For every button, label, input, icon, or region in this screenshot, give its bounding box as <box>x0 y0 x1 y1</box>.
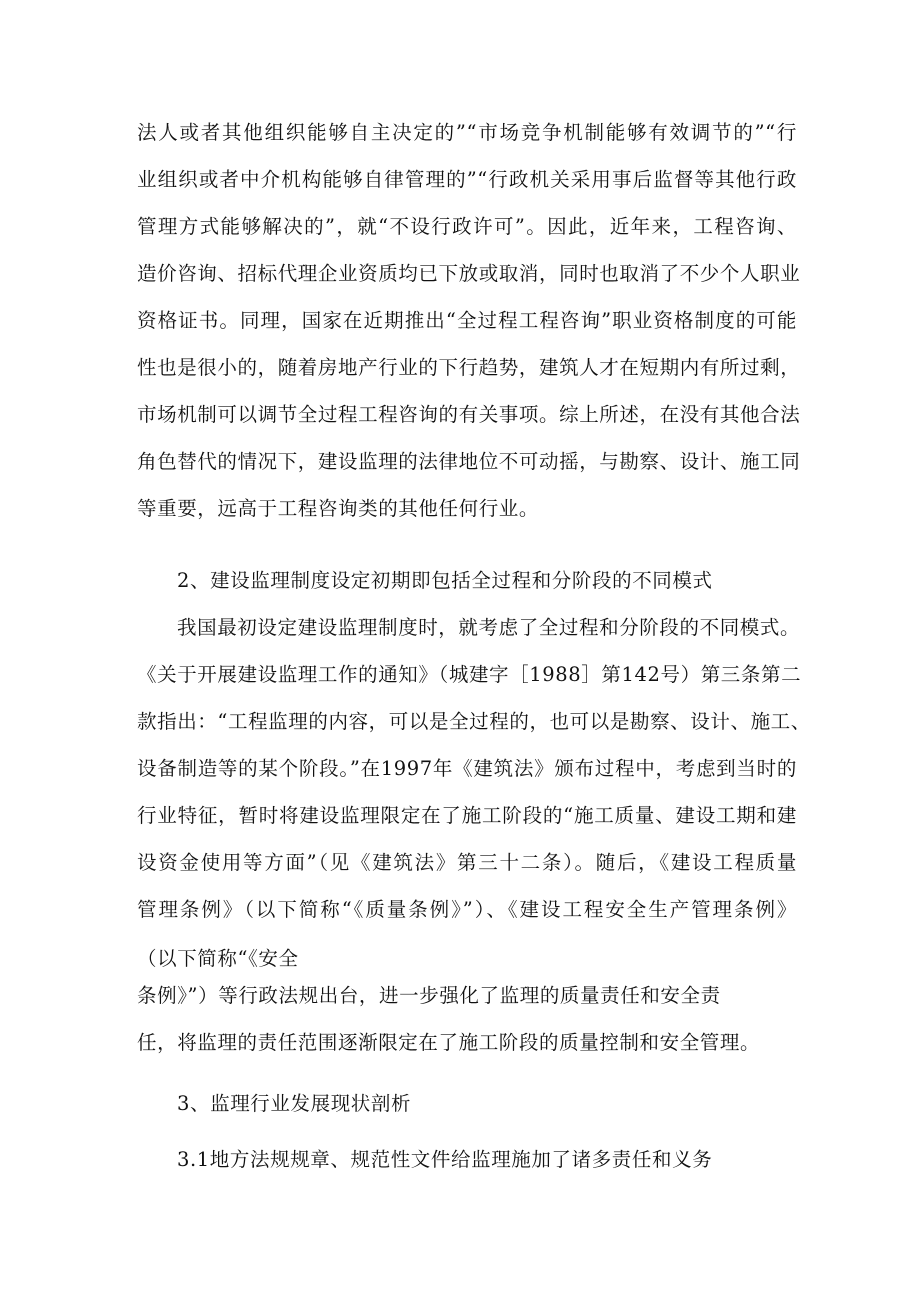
paragraph-1-line-5: 资格证书。同理，国家在近期推出“全过程工程咨询”职业资格制度的可能 <box>137 309 797 332</box>
paragraph-2-line-1: 我国最初设定建设监理制度时，就考虑了全过程和分阶段的不同模式。 <box>177 616 801 639</box>
paragraph-1-line-8: 角色替代的情况下，建设监理的法律地位不可动摇，与勘察、设计、施工同 <box>137 450 801 473</box>
paragraph-1-line-3: 管理方式能够解决的”，就“不设行政许可”。因此，近年来，工程咨询、 <box>137 215 797 238</box>
paragraph-2-line-10: 任，将监理的责任范围逐渐限定在了施工阶段的质量控制和安全管理。 <box>137 1031 761 1054</box>
paragraph-1-line-2: 业组织或者中介机构能够自律管理的”“行政机关采用事后监督等其他行政 <box>137 168 797 191</box>
paragraph-2-line-7: 管理条例》（以下简称“《质量条例》”）、《建设工程安全生产管理条例》 <box>137 898 797 921</box>
paragraph-2-line-6: 设资金使用等方面”（见《建筑法》第三十二条）。随后，《建设工程质量 <box>137 851 797 874</box>
paragraph-2-line-8: （以下简称“《安全 <box>137 947 299 970</box>
section-heading-2: 2、建设监理制度设定初期即包括全过程和分阶段的不同模式 <box>177 569 713 592</box>
paragraph-1-line-4: 造价咨询、招标代理企业资质均已下放或取消，同时也取消了不少个人职业 <box>137 262 801 285</box>
section-heading-3-1: 3.1地方法规规章、规范性文件给监理施加了诸多责任和义务 <box>177 1148 713 1171</box>
paragraph-2-line-3: 款指出：“工程监理的内容，可以是全过程的，也可以是勘察、设计、施工、 <box>137 710 811 733</box>
section-heading-3: 3、监理行业发展现状剖析 <box>177 1092 412 1115</box>
paragraph-2-line-2: 《关于开展建设监理工作的通知》（城建字［1988］第142号）第三条第二 <box>137 663 802 686</box>
paragraph-1-line-7: 市场机制可以调节全过程工程咨询的有关事项。综上所述，在没有其他合法 <box>137 403 801 426</box>
paragraph-1-line-1: 法人或者其他组织能够自主决定的”“市场竞争机制能够有效调节的”“行 <box>137 121 797 144</box>
paragraph-1-line-6: 性也是很小的，随着房地产行业的下行趋势，建筑人才在短期内有所过剩， <box>137 356 801 379</box>
paragraph-2-line-5: 行业特征，暂时将建设监理限定在了施工阶段的“施工质量、建设工期和建 <box>137 804 797 827</box>
paragraph-2-line-9: 条例》”）等行政法规出台，进一步强化了监理的质量责任和安全责 <box>137 984 721 1007</box>
paragraph-2-line-4: 设备制造等的某个阶段。”在1997年《建筑法》颁布过程中，考虑到当时的 <box>137 757 797 780</box>
paragraph-1-line-9: 等重要，远高于工程咨询类的其他任何行业。 <box>137 497 540 520</box>
